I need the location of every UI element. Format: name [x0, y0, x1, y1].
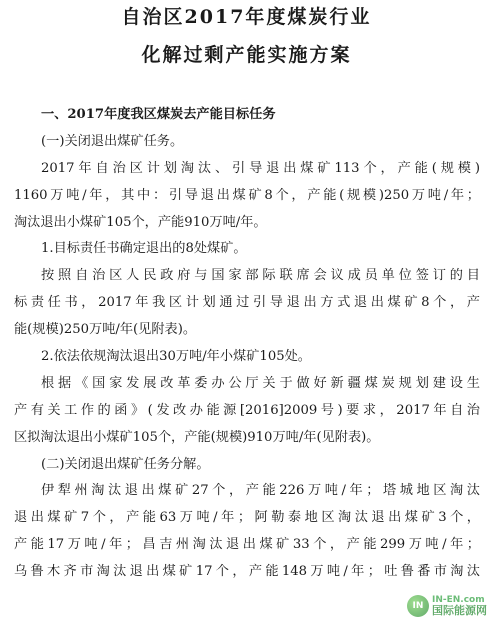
item-heading-2: 2.依法依规淘汰退出30万吨/年小煤矿105处。 — [41, 349, 311, 365]
paragraph-line: 产能17万吨/年；昌吉州淘汰退出煤矿33个，产能299万吨/年； — [14, 537, 480, 553]
paragraph-line: 标责任书，2017年我区计划通过引导退出方式退出煤矿8个，产 — [14, 295, 480, 311]
paragraph-line: 淘汰退出小煤矿105个，产能910万吨/年。 — [14, 214, 267, 230]
paragraph-line: 2017年自治区计划淘汰、引导退出煤矿113个，产能(规模) — [41, 160, 480, 176]
paragraph-line: 区拟淘汰退出小煤矿105个，产能(规模)910万吨/年(见附表)。 — [14, 429, 380, 445]
watermark-url: IN-EN.com — [432, 595, 485, 605]
paragraph-line: 伊犁州淘汰退出煤矿27个，产能226万吨/年；塔城地区淘汰 — [41, 483, 480, 499]
paragraph-line: 产有关工作的函》(发改办能源[2016]2009号)要求，2017年自治 — [14, 402, 480, 418]
item-heading-1: 1.目标责任书确定退出的8处煤矿。 — [41, 241, 247, 257]
paragraph-line: 能(规模)250万吨/年(见附表)。 — [14, 322, 197, 338]
watermark-name: 国际能源网 — [432, 604, 487, 617]
paragraph-line: 按照自治区人民政府与国家部际联席会议成员单位签订的目 — [41, 268, 480, 284]
subsection-heading-2: (二)关闭退出煤矿任务分解。 — [41, 456, 210, 472]
watermark — [407, 595, 487, 617]
document-body — [14, 102, 480, 586]
document-title-line1: 自治区2017年度煤炭行业 — [121, 6, 372, 28]
section-heading-1: 一、2017年度我区煤炭去产能目标任务 — [41, 107, 276, 122]
watermark-logo-icon: IN — [407, 595, 429, 617]
paragraph-line: 乌鲁木齐市淘汰退出煤矿17个，产能148万吨/年；吐鲁番市淘汰 — [14, 564, 480, 580]
document-title-line2: 化解过剩产能实施方案 — [141, 44, 352, 66]
subsection-heading-1: (一)关闭退出煤矿任务。 — [41, 133, 184, 149]
paragraph-line: 1160万吨/年，其中：引导退出煤矿8个，产能(规模)250万吨/年； — [14, 187, 480, 203]
paragraph-line: 退出煤矿7个，产能63万吨/年；阿勒泰地区淘汰退出煤矿3个， — [14, 510, 480, 526]
paragraph-line: 根据《国家发展改革委办公厅关于做好新疆煤炭规划建设生 — [41, 375, 480, 391]
